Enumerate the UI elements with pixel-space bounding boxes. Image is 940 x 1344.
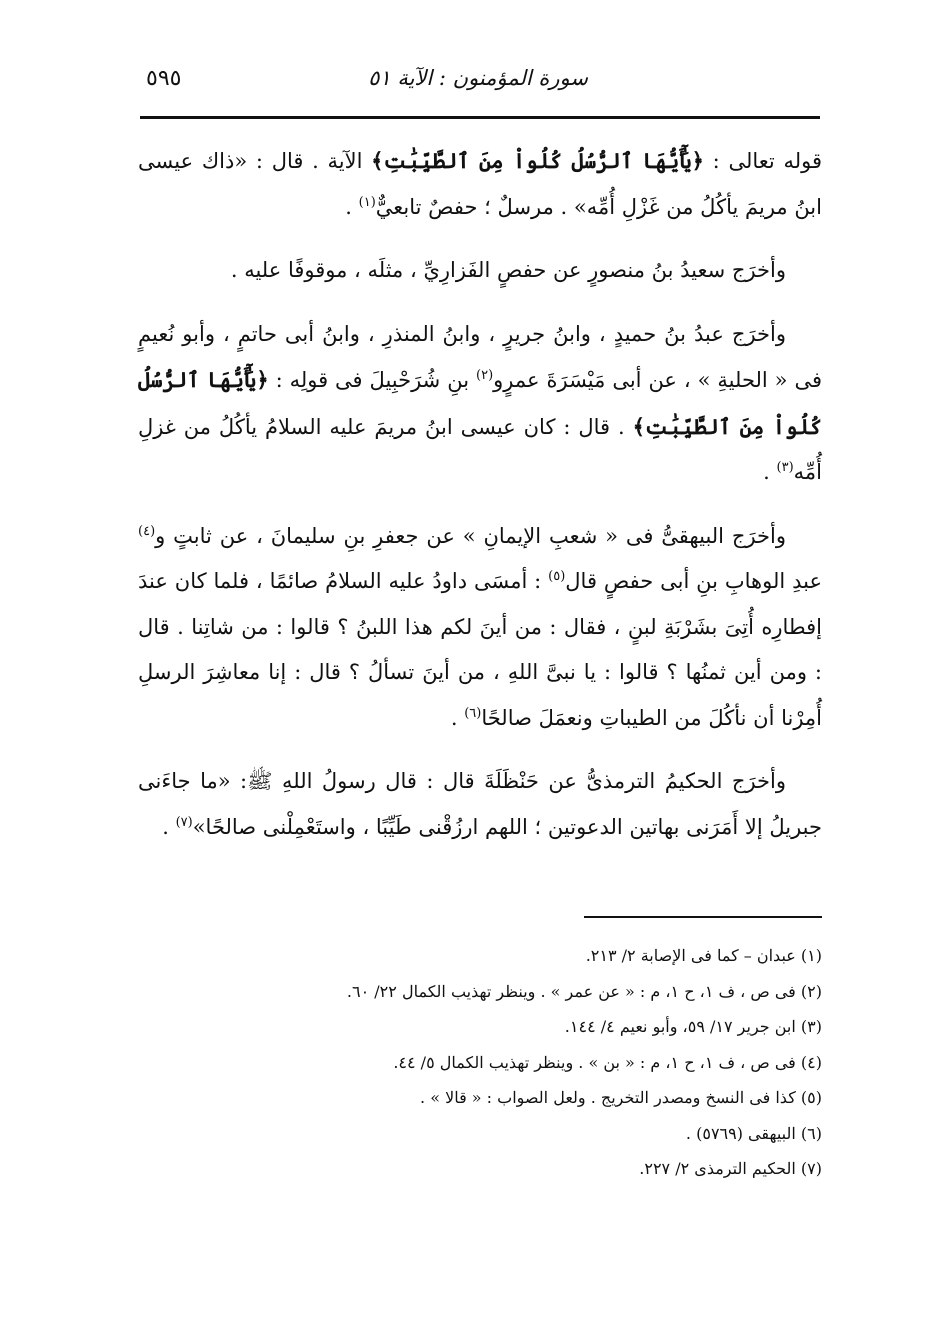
p4-text-a: وأخرَج البيهقىُّ فى « شعبِ الإيمانِ » عن جعفرِ بنِ سليمانَ ، عن ثابتٍ و [155, 523, 786, 548]
running-header [140, 64, 820, 108]
p4-text-b: عبدِ الوهابِ بنِ أبى حفصٍ قال [565, 569, 822, 593]
p4-text-c: : أمسَى داودُ عليه السلامُ صائمًا ، فلما كان عندَ إفطارِه أُتِىَ بشَرْبَةِ لبنٍ ، فقال : من أينَ لكم هذا اللبنُ ؟ قالوا : من شاتِنا . قال : ومن أين ثمنُها ؟ قالوا : يا نبىَّ اللهِ ، من أينَ تسألُ ؟ قال : إنا معاشِرَ الرسلِ أُمِرْنا أن نأكُلَ من الطيباتِ ونعمَلَ صالحًا [138, 569, 822, 730]
paragraph-5 [138, 759, 822, 850]
quran-verse: ﴿يَٰٓأَيُّهَا ٱلرُّسُلُ كُلُواْ مِنَ ٱلطَّيِّبَٰتِ﴾ [371, 148, 704, 173]
p1-end: . [345, 194, 359, 219]
footnotes [140, 938, 822, 1187]
footnote-ref-3[interactable]: (٣) [776, 460, 794, 475]
page-number: ٥٩٥ [146, 66, 182, 91]
footnote-4: (٤) فى ص ، ف ١، ح ١، م : « بن » . وينظر تهذيب الكمال ٥/ ٤٤. [393, 1052, 822, 1072]
footnote-ref-4[interactable]: (٤) [138, 523, 156, 539]
footnote-separator [584, 916, 822, 918]
footnote-1: (١) عبدان – كما فى الإصابة ٢/ ٢١٣. [585, 946, 822, 965]
footnote-7: (٧) الحكيم الترمذى ٢/ ٢٢٧. [639, 1159, 822, 1178]
footnote-3: (٣) ابن جرير ١٧/ ٥٩، وأبو نعيم ٤/ ١٤٤. [564, 1017, 822, 1036]
footnote-ref-7[interactable]: (٧) [175, 814, 193, 830]
footnote-ref-5[interactable]: (٥) [548, 569, 566, 584]
p2-text: وأخرَج سعيدُ بنُ منصورٍ عن حفصٍ الفَزارِيِّ ، مثلَه ، موقوفًا عليه . [230, 258, 786, 282]
header-title: سورة المؤمنون : الآية ٥١ [368, 66, 588, 90]
footnote-5: (٥) كذا فى النسخ ومصدر التخريج . ولعل الصواب : « قالا » . [420, 1088, 822, 1107]
paragraph-2 [138, 248, 822, 294]
quran-verse: ﴿يَٰٓأَيُّهَا ٱلرُّسُلُ كُلُواْ مِنَ ٱلطَّيِّبَٰتِ﴾ [138, 367, 823, 439]
footnote-6: (٦) البيهقى (٥٧٦٩) . [685, 1123, 822, 1143]
p1-text: الآية . قال : «ذاك عيسى ابنُ مريمَ يأكُلُ من غَزْلِ أُمِّه» . مرسلٌ ؛ حفصٌ تابعيٌّ [138, 149, 822, 219]
p3-text-c: . قال : كان عيسى ابنُ مريمَ عليه السلامُ يأكُلُ من غزلِ أُمِّه [138, 414, 822, 484]
p5-text-a: وأخرَج الحكيمُ الترمذىُّ عن حَنْظَلَةَ قال : قال رسولُ اللهِ ﷺ: «ما جاءَنى جبريلُ إلا أَمَرَنى بهاتين الدعوتين ؛ اللهم ارزُقْنى طَيِّبًا ، واستَعْمِلْنى صالحًا» [138, 769, 822, 839]
p3-end: . [763, 460, 777, 484]
p4-end: . [450, 705, 465, 730]
footnote-2: (٢) فى ص ، ف ١، ح ١، م : « عن عمر » . وينظر تهذيب الكمال ٢٢/ ٦٠. [346, 981, 822, 1001]
p5-end: . [162, 814, 176, 839]
footnote-ref-1[interactable]: (١) [358, 194, 376, 210]
paragraph-3 [138, 312, 822, 496]
footnote-ref-6[interactable]: (٦) [464, 705, 482, 721]
main-text [138, 138, 822, 868]
p1-intro: قوله تعالى : [703, 149, 823, 173]
header-rule [140, 116, 820, 119]
paragraph-1 [138, 138, 822, 230]
p3-text-a: وأخرَج عبدُ بنُ حميدٍ ، وابنُ جريرٍ ، وابنُ المنذرِ ، وابنُ أبى حاتمٍ ، وأبو نُعيمٍ فى « الحليةِ » ، عن أبى مَيْسَرَةَ عمرٍو [138, 321, 823, 392]
footnote-ref-2[interactable]: (٢) [476, 368, 494, 383]
p3-text-b: بنِ شُرَحْبِيلَ فى قولِه : [268, 368, 476, 392]
paragraph-4 [138, 514, 822, 742]
